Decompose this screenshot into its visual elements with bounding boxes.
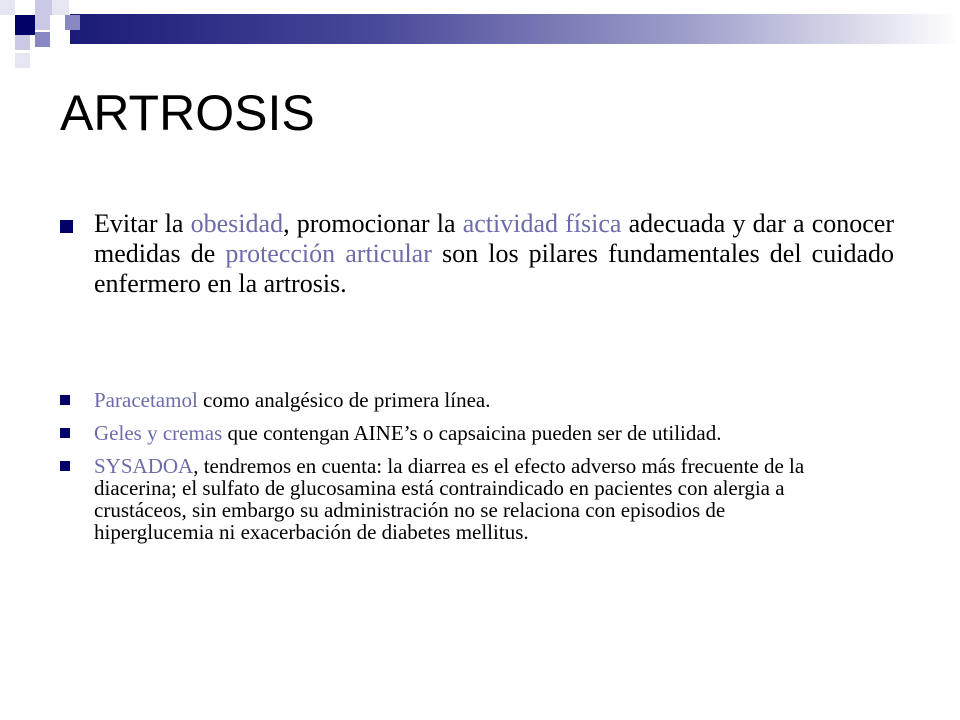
square-bullet-icon: [60, 395, 70, 405]
header-decoration-square: [35, 0, 52, 15]
header-decoration-square: [35, 15, 50, 30]
sub-point-highlight: SYSADOA: [94, 454, 194, 478]
sub-point-paracetamol: [94, 389, 914, 411]
main-point-text: [94, 209, 894, 299]
sub-point-highlight: Paracetamol: [94, 388, 198, 412]
sub-point-sysadoa: [94, 455, 819, 543]
header-decoration-square: [52, 0, 69, 15]
sub-point-geles: [94, 422, 924, 444]
square-bullet-icon: [60, 220, 73, 233]
sub-point-text: como analgésico de primera línea.: [197, 388, 491, 412]
sub-point-text: , tendremos en cuenta: la diarrea es el efecto adverso más frecuente de la diacerina; el sulfato de glucosamina está contraindicado en pacientes con alergia a crustáceos, sin embargo su administración no se relaciona con episodios de hiperglucemia ni exacerbación de diabetes mellitus.: [94, 454, 805, 544]
square-bullet-icon: [60, 428, 70, 438]
main-point-text-part: son los pilares fundamentales del cuidado enfermero en la artrosis.: [94, 239, 894, 298]
header-gradient-bar: [70, 14, 960, 44]
main-point-highlight: protección articular: [225, 239, 432, 268]
sub-point-text: que contengan AINE’s o capsaicina pueden ser de utilidad.: [222, 421, 722, 445]
header-decoration-square: [50, 15, 65, 30]
header-decoration-square: [35, 32, 50, 47]
header-decoration-square: [65, 15, 80, 30]
header-decoration-square: [0, 0, 15, 15]
header-decoration-square: [15, 35, 30, 50]
main-point-text-part: Evitar la: [94, 209, 191, 238]
header-decoration-square: [15, 53, 30, 68]
main-point-highlight: actividad física: [462, 209, 622, 238]
main-point-text-part: , promocionar la: [283, 209, 463, 238]
main-point-highlight: obesidad: [190, 209, 284, 238]
main-point-text-part: adecuada y dar a conocer medidas de: [94, 209, 895, 268]
square-bullet-icon: [60, 461, 70, 471]
header-decoration-square: [15, 15, 35, 35]
sub-point-highlight: Geles y cremas: [94, 421, 223, 445]
slide-title: ARTROSIS: [60, 85, 315, 141]
